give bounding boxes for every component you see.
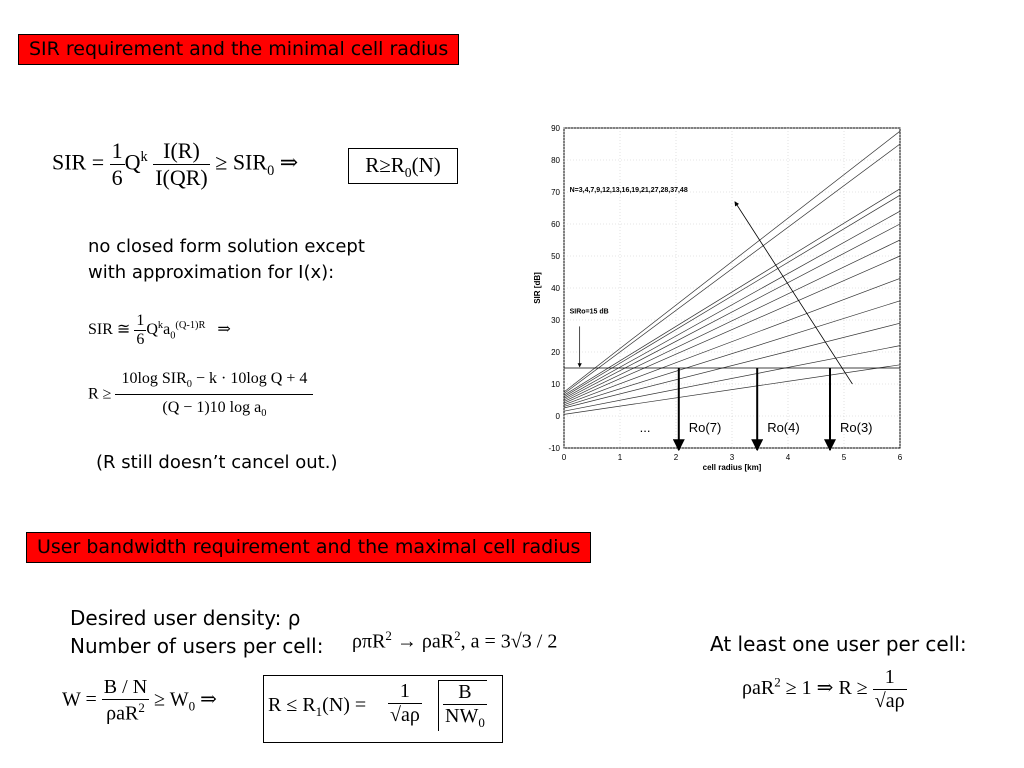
bound-num <box>115 370 313 395</box>
w-den-text: ρaR <box>106 702 139 725</box>
r-min-box <box>348 148 458 184</box>
y-tick-label: 0 <box>555 412 560 421</box>
sir-lhs: SIR = <box>52 149 105 175</box>
r-max-box <box>263 675 503 743</box>
threshold-label: SIRo=15 dB <box>569 308 609 316</box>
x-tick-label: 1 <box>617 453 623 462</box>
approx-q: Q <box>146 321 158 339</box>
sir-sub: 0 <box>267 162 275 179</box>
users-eq-b: → ρaR <box>391 630 455 653</box>
note-bottom: (R still doesn’t cancel out.) <box>96 452 338 473</box>
y-axis-label: SIR [dB] <box>533 272 542 304</box>
ir-num: I(R) <box>153 138 210 165</box>
w-lhs: W = <box>62 688 97 711</box>
box-num-2: B <box>443 681 487 705</box>
box-den-2-text: NW <box>445 705 479 727</box>
box-den-2-sub: 0 <box>478 715 485 730</box>
users-sq-1: 2 <box>385 628 392 643</box>
y-tick-label: 20 <box>551 348 560 357</box>
box-den-2 <box>443 705 487 731</box>
right-mid: ≥ 1 ⇒ R ≥ <box>780 677 868 700</box>
density-label: Desired user density: ρ <box>70 606 301 630</box>
approx-implies: ⇒ <box>217 321 231 339</box>
box-sqrt-frac <box>438 680 487 731</box>
right-den: √aρ <box>874 690 905 712</box>
y-tick-label: 40 <box>551 284 560 293</box>
right-num: 1 <box>873 666 907 690</box>
x-tick-label: 6 <box>897 453 903 462</box>
users-eq-a: ρπR <box>352 630 386 653</box>
bandwidth-equation <box>62 676 217 726</box>
series-note: N=3,4,7,9,12,13,16,19,21,27,28,37,48 <box>569 187 688 194</box>
x-tick-label: 4 <box>785 453 791 462</box>
w-den-sq: 2 <box>138 700 145 715</box>
x-tick-label: 2 <box>673 453 679 462</box>
y-tick-label: 90 <box>551 124 560 133</box>
w-fraction <box>102 676 149 726</box>
implies-symbol: ⇒ <box>279 149 299 175</box>
right-lhs: ρaR <box>742 677 775 700</box>
right-sq: 2 <box>774 674 781 690</box>
sir-equation <box>52 138 298 191</box>
note-line-2: with approximation for I(x): <box>88 262 335 283</box>
approx-den: 6 <box>136 331 145 348</box>
y-tick-label: 60 <box>551 220 560 229</box>
approx-a-sub: 0 <box>170 330 176 342</box>
y-tick-label: 80 <box>551 156 560 165</box>
ir-den: I(QR) <box>155 165 208 190</box>
bound-den-sub: 0 <box>261 408 267 420</box>
approx-num: 1 <box>136 312 145 329</box>
right-fraction <box>873 666 907 713</box>
x-tick-label: 5 <box>841 453 847 462</box>
bound-num-sub: 0 <box>186 379 192 391</box>
one-sixth-fraction <box>110 138 125 191</box>
approx-exponent: (Q-1)R <box>175 319 206 331</box>
sir-approx-equation <box>88 312 231 349</box>
r-max-lhs <box>268 694 366 720</box>
w-den <box>102 700 149 726</box>
ro-marker-label: Ro(4) <box>767 420 800 435</box>
y-tick-label: 30 <box>551 316 560 325</box>
one-user-equation <box>742 666 907 713</box>
box-sub: 1 <box>315 704 323 719</box>
bound-den-text: (Q − 1)10 log a <box>162 399 262 417</box>
y-tick-label: 50 <box>551 252 560 261</box>
w-num: B / N <box>103 676 148 698</box>
sir-vs-radius-chart <box>530 118 910 480</box>
interference-fraction <box>153 138 210 191</box>
q-symbol: Q <box>124 149 141 175</box>
users-eq-c: , a = 3√3 / 2 <box>460 630 558 653</box>
box-lhs: R ≤ R <box>268 694 316 716</box>
geq-sir: ≥ SIR <box>215 149 268 175</box>
box-den-1: √aρ <box>390 704 420 726</box>
bound-num-text: 10log SIR <box>121 370 187 387</box>
bound-lhs: R ≥ <box>88 385 112 403</box>
y-tick-label: 10 <box>551 380 560 389</box>
frac-den: 6 <box>111 165 123 190</box>
w-sub: 0 <box>188 698 196 714</box>
users-sq-2: 2 <box>454 628 461 643</box>
right-label: At least one user per cell: <box>710 632 967 656</box>
ro-marker-label: Ro(7) <box>688 420 722 435</box>
ellipsis-label: ... <box>639 420 651 435</box>
y-tick-label: -10 <box>548 444 560 453</box>
x-axis-label: cell radius [km] <box>702 463 762 472</box>
approx-lhs: SIR ≅ <box>88 321 131 339</box>
y-tick-label: 70 <box>551 188 560 197</box>
radius-bound-equation <box>88 370 313 419</box>
ro-marker-label: Ro(3) <box>840 420 873 435</box>
box-mid: (N) = <box>322 694 367 716</box>
x-tick-label: 0 <box>561 453 567 462</box>
boxed-tail: (N) <box>411 153 441 177</box>
approx-a: a <box>163 321 171 339</box>
k-exp: k <box>140 149 148 166</box>
bound-den <box>115 395 313 419</box>
approx-fraction <box>134 312 146 349</box>
approx-k: k <box>157 319 164 331</box>
bound-num-tail: − k · 10log Q + 4 <box>192 370 308 387</box>
w-geq: ≥ W <box>154 688 189 711</box>
x-tick-label: 3 <box>729 453 735 462</box>
section1-title: SIR requirement and the minimal cell radius <box>18 34 459 65</box>
section2-title: User bandwidth requirement and the maximal cell radius <box>26 532 591 563</box>
box-num-1: 1 <box>388 680 422 704</box>
frac-num: 1 <box>111 138 123 163</box>
users-equation <box>352 628 557 654</box>
w-implies: ⇒ <box>200 688 217 711</box>
users-label: Number of users per cell: <box>70 634 324 658</box>
bound-fraction <box>115 370 313 419</box>
boxed-sub: 0 <box>404 165 412 181</box>
box-frac-1 <box>388 680 422 727</box>
note-line-1: no closed form solution except <box>88 236 365 257</box>
boxed-r: R≥R <box>365 153 405 177</box>
